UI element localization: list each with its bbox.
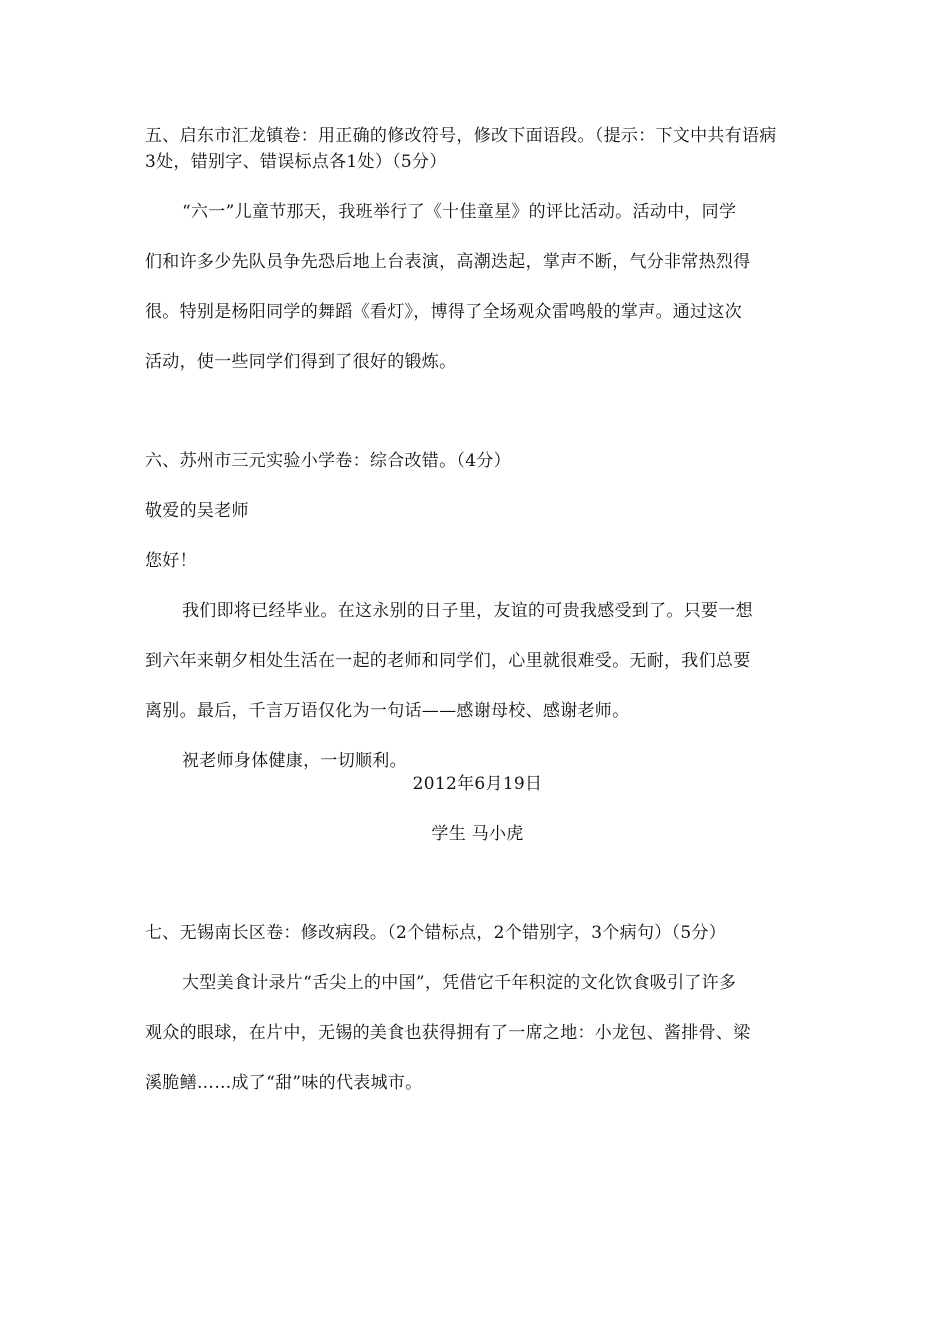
section5-paragraph-line: 活动，使一些同学们得到了很好的锻炼。 [145, 352, 457, 372]
letter-signature: 学生 马小虎 [431, 824, 524, 844]
section7-paragraph-line: 观众的眼球，在片中，无锡的美食也获得拥有了一席之地：小龙包、酱排骨、梁 [145, 1023, 751, 1043]
section5-title-line2: 3处，错别字、错误标点各1处）（5分） [145, 152, 447, 172]
section7-paragraph-line: 溪脆鳝……成了“甜”味的代表城市。 [145, 1073, 423, 1093]
section7-title: 七、无锡南长区卷：修改病段。（2个错标点，2个错别字，3个病句）（5分） [145, 923, 727, 943]
section6-title: 六、苏州市三元实验小学卷：综合改错。（4分） [145, 451, 511, 471]
letter-body-line: 离别。最后，千言万语仅化为一句话——感谢母校、感谢老师。 [145, 701, 630, 721]
letter-body-line: 到六年来朝夕相处生活在一起的老师和同学们，心里就很难受。无耐，我们总要 [145, 651, 751, 671]
section7-paragraph-line: 大型美食计录片“舌尖上的中国”，凭借它千年积淀的文化饮食吸引了许多 [182, 973, 737, 993]
letter-salutation: 敬爱的吴老师 [145, 501, 249, 521]
letter-closing: 祝老师身体健康，一切顺利。 [182, 751, 407, 771]
section5-paragraph-line: 很。特别是杨阳同学的舞蹈《看灯》，博得了全场观众雷鸣般的掌声。通过这次 [145, 302, 742, 322]
letter-body-line: 我们即将已经毕业。在这永别的日子里，友谊的可贵我感受到了。只要一想 [182, 601, 753, 621]
section5-paragraph-line: 们和许多少先队员争先恐后地上台表演，高潮迭起，掌声不断，气分非常热烈得 [145, 252, 751, 272]
section5-title-line1: 五、启东市汇龙镇卷：用正确的修改符号，修改下面语段。（提示：下文中共有语病 [145, 126, 777, 146]
letter-date: 2012年6月19日 [412, 774, 543, 794]
letter-greeting: 您好！ [145, 551, 197, 571]
section5-paragraph-line: “六一”儿童节那天，我班举行了《十佳童星》的评比活动。活动中，同学 [182, 202, 737, 222]
